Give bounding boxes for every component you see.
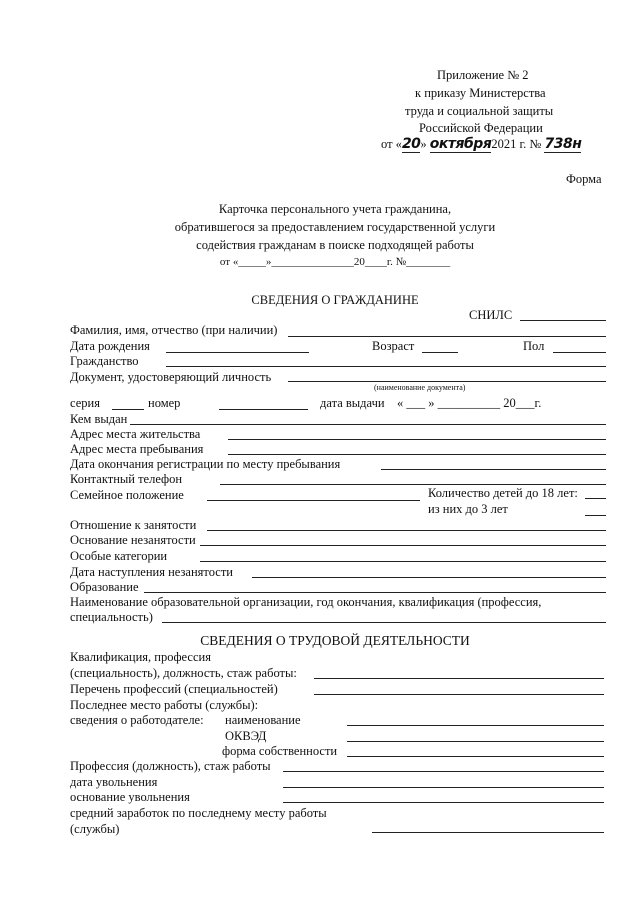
children-18-label: Количество детей до 18 лет: xyxy=(428,486,578,500)
unemployment-start-field[interactable] xyxy=(252,577,606,578)
id-doc-label: Документ, удостоверяющий личность xyxy=(70,370,272,384)
appendix-date-line xyxy=(381,136,581,152)
registration-end-field[interactable] xyxy=(381,469,606,470)
qualification-label: Квалификация, профессия xyxy=(70,650,211,664)
issued-by-label: Кем выдан xyxy=(70,412,128,426)
dismissal-reason-label: основание увольнения xyxy=(70,790,190,804)
age-label: Возраст xyxy=(372,339,415,353)
registration-end-label: Дата окончания регистрации по месту пребывания xyxy=(70,457,341,471)
phone-field[interactable] xyxy=(220,484,606,485)
section-heading-labor: СВЕДЕНИЯ О ТРУДОВОЙ ДЕЯТЕЛЬНОСТИ xyxy=(200,633,470,648)
series-field[interactable] xyxy=(112,409,144,410)
unemployment-reason-label: Основание незанятости xyxy=(70,533,196,547)
snils-label: СНИЛС xyxy=(469,308,513,322)
professions-list-label: Перечень профессий (специальностей) xyxy=(70,682,278,696)
issued-by-field[interactable] xyxy=(130,424,606,425)
citizenship-label: Гражданство xyxy=(70,354,139,368)
employment-attitude-label: Отношение к занятости xyxy=(70,518,197,532)
sex-label: Пол xyxy=(523,339,545,353)
dismissal-date-field[interactable] xyxy=(283,787,604,788)
date-day-handwritten: 20 xyxy=(401,136,421,152)
fio-field[interactable] xyxy=(288,336,606,337)
family-status-label: Семейное положение xyxy=(70,488,184,502)
education-field[interactable] xyxy=(144,592,606,593)
okved-field[interactable] xyxy=(347,741,604,742)
children-3-label: из них до 3 лет xyxy=(428,502,508,516)
residence-address-label: Адрес места жительства xyxy=(70,427,201,441)
issue-date-label: дата выдачи xyxy=(320,396,385,410)
dismissal-reason-field[interactable] xyxy=(283,802,604,803)
title-line: обратившегося за предоставлением государственной услуги xyxy=(174,220,496,234)
avg-salary-label-cont: (службы) xyxy=(70,822,120,836)
special-categories-label: Особые категории xyxy=(70,549,168,563)
education-label: Образование xyxy=(70,580,139,594)
date-prefix: от « xyxy=(381,137,402,151)
profession-stage-field[interactable] xyxy=(283,771,604,772)
edu-org-field[interactable] xyxy=(162,622,606,623)
series-label: серия xyxy=(70,396,100,410)
qualification-field[interactable] xyxy=(314,678,604,679)
edu-org-label-cont: специальность) xyxy=(70,610,153,624)
title-date-number-line: от «_____»_______________20____г. №________ xyxy=(219,256,451,268)
number-field[interactable] xyxy=(219,409,308,410)
sex-field[interactable] xyxy=(553,352,606,353)
unemployment-start-label: Дата наступления незанятости xyxy=(70,565,233,579)
children-18-field[interactable] xyxy=(585,498,606,499)
birth-date-field[interactable] xyxy=(166,352,309,353)
employer-name-label: наименование xyxy=(225,713,301,727)
dismissal-date-label: дата увольнения xyxy=(70,775,158,789)
phone-label: Контактный телефон xyxy=(70,472,183,486)
snils-field[interactable] xyxy=(520,320,606,321)
last-job-label: Последнее место работы (службы): xyxy=(70,698,259,712)
appendix-ministry-line: к приказу Министерства xyxy=(415,86,546,100)
date-year: 2021 г. № xyxy=(491,137,542,151)
date-mid: » xyxy=(420,137,427,151)
number-label: номер xyxy=(148,396,181,410)
ownership-field[interactable] xyxy=(347,756,604,757)
appendix-ministry-line: труда и социальной защиты xyxy=(405,104,554,118)
section-heading-citizen: СВЕДЕНИЯ О ГРАЖДАНИНЕ xyxy=(251,293,419,307)
date-month-handwritten: октября xyxy=(429,136,492,152)
edu-org-label: Наименование образовательной организации, год окончания, квалификация (профессия, xyxy=(70,595,542,609)
title-line: содействия гражданам в поиске подходящей работы xyxy=(196,238,474,252)
unemployment-reason-field[interactable] xyxy=(200,545,606,546)
appendix-title: Приложение № 2 xyxy=(437,68,529,82)
appendix-ministry-line: Российской Федерации xyxy=(419,121,543,135)
ownership-label: форма собственности xyxy=(222,744,338,758)
family-status-field[interactable] xyxy=(207,500,420,501)
id-doc-field[interactable] xyxy=(288,381,606,382)
doc-name-hint: (наименование документа) xyxy=(374,383,466,392)
order-number-handwritten: 738н xyxy=(544,136,582,152)
qualification-label-cont: (специальность), должность, стаж работы: xyxy=(70,666,297,680)
professions-list-field[interactable] xyxy=(314,694,604,695)
profession-stage-label: Профессия (должность), стаж работы xyxy=(70,759,271,773)
employment-attitude-field[interactable] xyxy=(207,530,606,531)
residence-address-field[interactable] xyxy=(228,439,606,440)
citizenship-field[interactable] xyxy=(166,366,606,367)
children-3-field[interactable] xyxy=(585,515,606,516)
employer-info-label: сведения о работодателе: xyxy=(70,713,204,727)
special-categories-field[interactable] xyxy=(200,561,606,562)
fio-label: Фамилия, имя, отчество (при наличии) xyxy=(70,323,278,337)
employer-name-field[interactable] xyxy=(347,725,604,726)
stay-address-label: Адрес места пребывания xyxy=(70,442,204,456)
birth-date-label: Дата рождения xyxy=(70,339,150,353)
age-field[interactable] xyxy=(422,352,458,353)
issue-date-field[interactable]: « ___ » __________ 20___г. xyxy=(397,396,542,410)
okved-label: ОКВЭД xyxy=(225,729,267,743)
stay-address-field[interactable] xyxy=(228,454,606,455)
form-label: Форма xyxy=(566,172,602,186)
title-line: Карточка персонального учета гражданина, xyxy=(218,202,452,216)
avg-salary-label: средний заработок по последнему месту работы xyxy=(70,806,327,820)
avg-salary-field[interactable] xyxy=(372,832,604,833)
